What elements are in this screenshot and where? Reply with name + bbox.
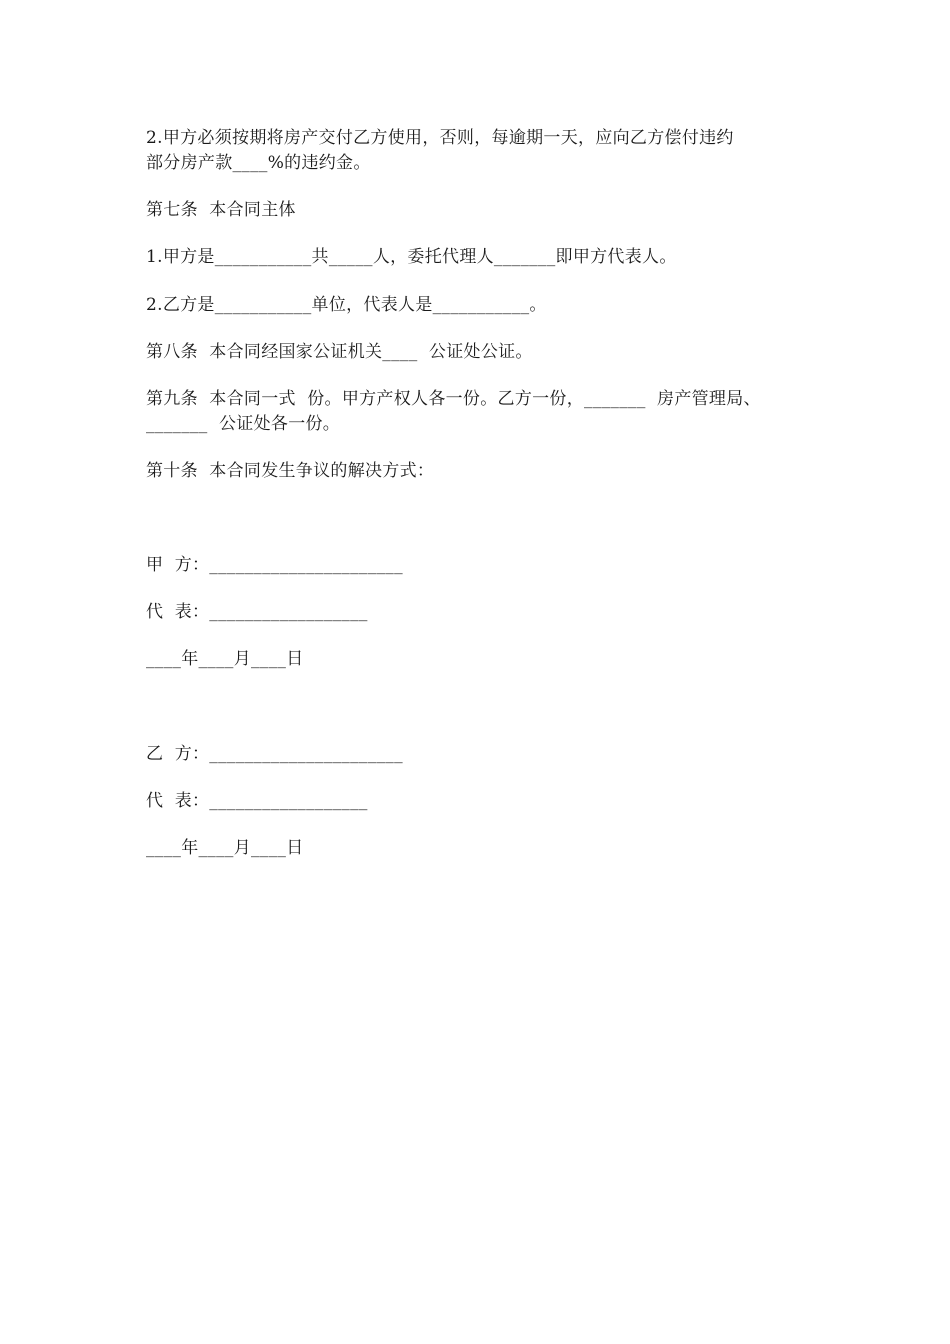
clause7-item1: 1.甲方是___________共_____人，委托代理人_______即甲方代表人。: [146, 247, 677, 267]
party-b-representative-line: 代 表：__________________: [146, 791, 368, 811]
clause8-text: 第八条 本合同经国家公证机关____ 公证处公证。: [146, 342, 533, 362]
party-b-line: 乙 方：______________________: [146, 744, 403, 764]
clause9-line2: _______ 公证处各一份。: [146, 414, 341, 434]
clause6-item2-line1: 2.甲方必须按期将房产交付乙方使用，否则，每逾期一天，应向乙方偿付违约: [146, 128, 734, 148]
clause6-item2-line2: 部分房产款____%的违约金。: [146, 153, 371, 173]
clause7-item2: 2.乙方是___________单位，代表人是___________。: [146, 295, 547, 315]
party-a-date-line: ____年____月____日: [146, 649, 304, 669]
clause9-line1: 第九条 本合同一式 份。甲方产权人各一份。乙方一份，_______ 房产管理局、: [146, 389, 761, 409]
clause10-text: 第十条 本合同发生争议的解决方式：: [146, 461, 435, 481]
party-b-date-line: ____年____月____日: [146, 838, 304, 858]
party-a-line: 甲 方：______________________: [146, 555, 403, 575]
party-a-representative-line: 代 表：__________________: [146, 602, 368, 622]
clause7-title: 第七条 本合同主体: [146, 200, 296, 220]
